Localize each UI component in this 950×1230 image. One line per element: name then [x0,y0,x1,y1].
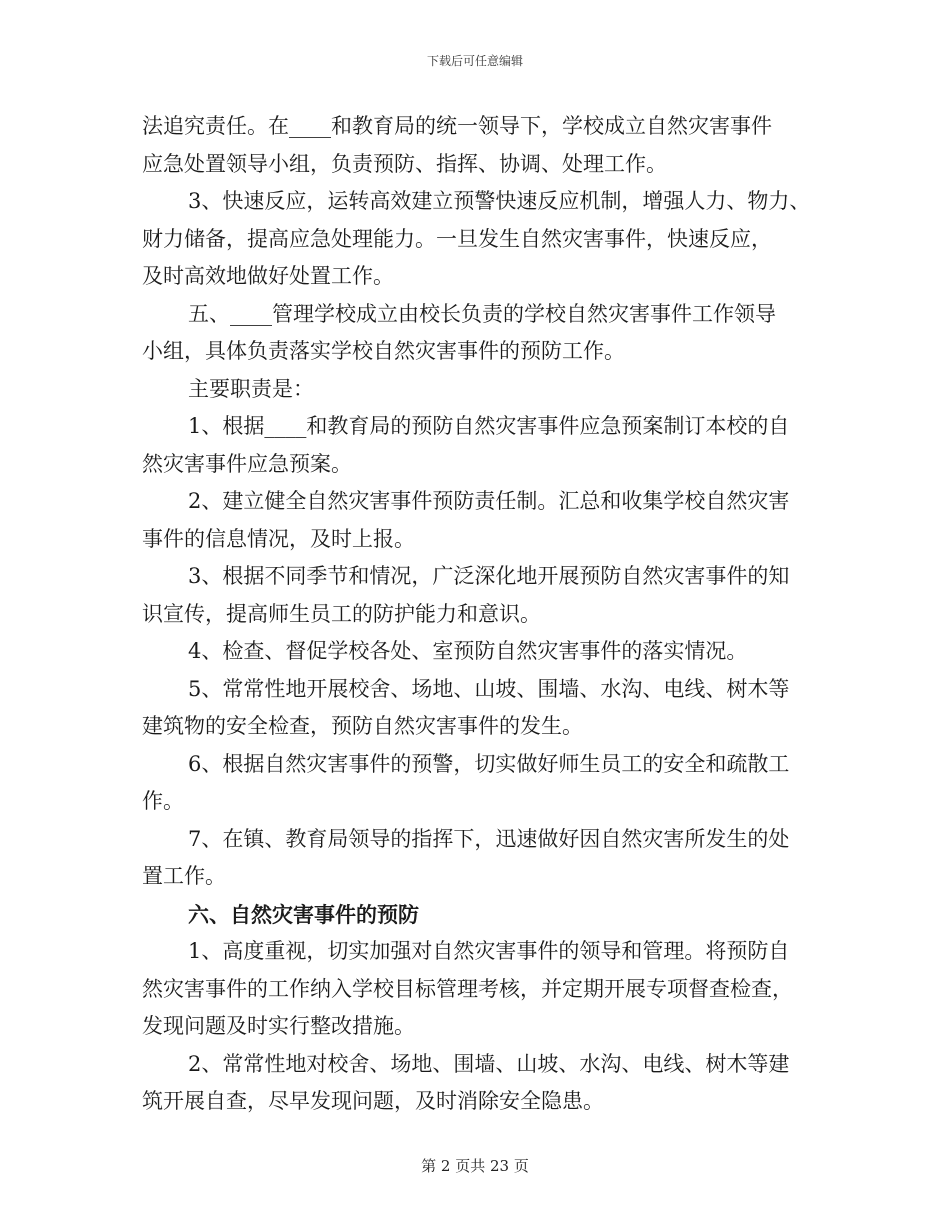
text-line: 3、快速反应，运转高效建立预警快速反应机制，增强人力、物力、 [188,189,811,213]
paragraph [142,558,827,633]
paragraph [142,408,827,483]
document-body [142,108,827,1121]
page-footer: 第 2 页共 23 页 [421,1157,529,1175]
text-line: 然灾害事件的工作纳入学校目标管理考核，并定期开展专项督查检查， [142,976,793,1001]
text-line: 财力储备，提高应急处理能力。一旦发生自然灾害事件，快速反应， [142,226,772,251]
paragraph [142,483,827,558]
paragraph [142,821,827,896]
text-line: 2、建立健全自然灾害事件预防责任制。汇总和收集学校自然灾害 [188,489,790,513]
text-line: 六、自然灾害事件的预防 [188,901,419,927]
text-line: 7、在镇、教育局领导的指挥下，迅速做好因自然灾害所发生的处 [188,826,790,851]
text-line: 及时高效地做好处置工作。 [142,264,394,288]
paragraph [142,183,827,296]
text-line: 作。 [142,789,184,813]
paragraph [142,746,827,821]
text-line: 建筑物的安全检查，预防自然灾害事件的发生。 [142,714,583,738]
paragraph [142,671,827,746]
text-line: 4、检查、督促学校各处、室预防自然灾害事件的落实情况。 [188,639,748,663]
paragraph [142,296,827,371]
text-line: 1、高度重视，切实加强对自然灾害事件的领导和管理。将预防自 [188,939,790,963]
text-line: 发现问题及时实行整改措施。 [142,1014,415,1038]
text-line: 事件的信息情况，及时上报。 [142,526,415,551]
text-line: 置工作。 [142,864,226,888]
text-line: 主要职责是： [188,376,314,401]
page-header: 下载后可任意编辑 [426,54,523,68]
paragraph [142,633,827,671]
text-line: 6、根据自然灾害事件的预警，切实做好师生员工的安全和疏散工 [188,751,790,776]
paragraph [142,371,827,409]
text-line: 筑开展自查，尽早发现问题，及时消除安全隐患。 [142,1089,604,1113]
text-line: 5、常常性地开展校舍、场地、山坡、围墙、水沟、电线、树木等 [188,676,790,701]
text-line: 法追究责任。在____和教育局的统一领导下，学校成立自然灾害事件 [142,114,772,138]
paragraph [142,933,827,1046]
paragraph [142,108,827,183]
text-line: 2、常常性地对校舍、场地、围墙、山坡、水沟、电线、树木等建 [188,1051,790,1076]
paragraph [142,896,827,934]
text-line: 五、____管理学校成立由校长负责的学校自然灾害事件工作领导 [188,301,776,326]
text-line: 应急处置领导小组，负责预防、指挥、协调、处理工作。 [142,151,667,176]
paragraph [142,1046,827,1121]
text-line: 识宣传，提高师生员工的防护能力和意识。 [142,601,541,626]
text-line: 3、根据不同季节和情况，广泛深化地开展预防自然灾害事件的知 [188,564,790,588]
text-line: 1、根据____和教育局的预防自然灾害事件应急预案制订本校的自 [188,414,790,438]
text-line: 小组，具体负责落实学校自然灾害事件的预防工作。 [142,339,625,363]
text-line: 然灾害事件应急预案。 [142,451,352,476]
